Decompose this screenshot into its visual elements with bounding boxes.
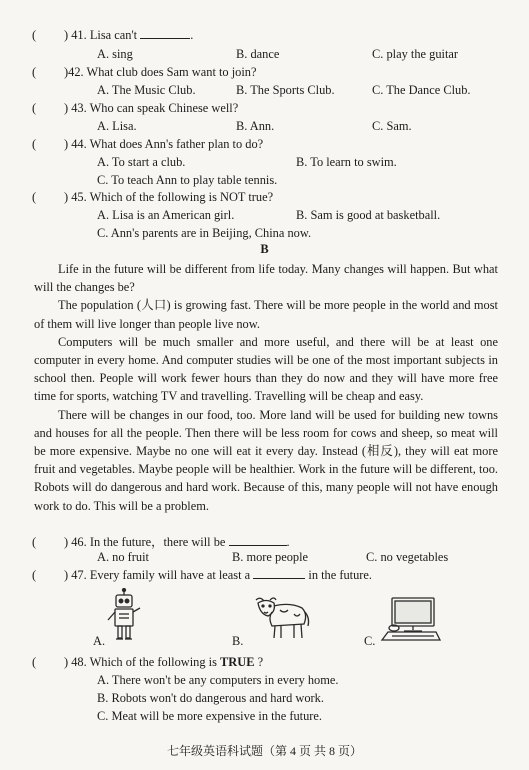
option-a[interactable]: A. Lisa. [97,119,137,133]
question-41 [32,28,193,43]
option-b-label[interactable]: B. [232,634,244,648]
option-c[interactable]: C. no vegetables [366,550,449,564]
question-number: ) 45. [64,190,87,204]
option-c[interactable]: C. Meat will be more expensive in the future. [97,709,323,723]
answer-paren[interactable]: ( [32,28,37,42]
question-number: ) 46. [64,535,87,549]
question-end: . [190,28,194,42]
option-a[interactable]: A. The Music Club. [97,83,196,97]
option-b[interactable]: B. dance [236,47,280,61]
option-c[interactable]: C. The Dance Club. [372,83,471,97]
question-stem: Who can speak Chinese well? [89,101,239,115]
answer-paren[interactable]: ( [32,535,37,549]
passage-paragraph: Life in the future will be different from life today. Many changes will happen. But what will the changes be? [34,262,498,295]
section-heading: B [260,242,269,256]
answer-paren[interactable]: ( [32,655,37,669]
passage-paragraph: The population (人口) is growing fast. There will be more people in the world and most of them will live longer than people live now. [34,298,498,331]
question-number: ) 41. [64,28,87,42]
question-number: ) 48. [64,655,87,669]
cow-icon[interactable] [250,594,312,644]
option-b[interactable]: B. Robots won't do dangerous and hard work. [97,691,324,705]
question-45 [32,190,273,205]
option-b[interactable]: B. The Sports Club. [236,83,335,97]
question-number: ) 43. [64,101,87,115]
answer-paren[interactable]: ( [32,65,37,79]
option-a-label[interactable]: A. [93,634,106,648]
answer-paren[interactable]: ( [32,101,37,115]
answer-paren[interactable]: ( [32,190,37,204]
computer-icon[interactable] [378,594,444,644]
answer-paren[interactable]: ( [32,568,37,582]
question-number: )42. [64,65,84,79]
passage-paragraph: Computers will be much smaller and more useful, and there will be at least one computer in every home. And computer studies will be one of the most important subjects in school then. People will work fewer hours than they do now and they will have more free time for sports, watching TV and travelling. Travelling will be cheap and easy. [34,334,498,404]
question-stem: Which of the following is NOT true? [89,190,274,204]
answer-blank[interactable] [229,535,287,546]
question-number: ) 47. [64,568,87,582]
question-number: ) 44. [64,137,87,151]
option-b[interactable]: B. Ann. [236,119,275,133]
question-46 [32,532,290,550]
question-stem: In the future，there will be [89,535,226,549]
question-42 [32,65,257,80]
question-47 [32,568,372,583]
option-c-label[interactable]: C. [364,634,376,648]
passage-paragraph: There will be changes in our food, too. More land will be used for building new towns and houses for all the people. Then there will be less room for cows and sheep, so meat will be more expensive. Maybe no one will eat it every day. Instead (相反), they will eat more fruit and vegetables. Maybe people will be healthier. Work in the future will be different, too. Robots will do dangerous and hard work. Because of this, many people will not have enough work to do. This will be a problem. [34,407,498,513]
option-a[interactable]: A. Lisa is an American girl. [97,208,235,222]
question-stem: Lisa can't [89,28,138,42]
answer-paren[interactable]: ( [32,137,37,151]
page-footer: 七年级英语科试题（第 4 页 共 8 页） [166,744,362,758]
option-a[interactable]: A. sing [97,47,133,61]
question-end: . [286,535,290,549]
option-c[interactable]: C. Sam. [372,119,412,133]
option-b[interactable]: B. To learn to swim. [296,155,397,169]
option-c[interactable]: C. Ann's parents are in Beijing, China now. [97,226,312,240]
option-c[interactable]: C. play the guitar [372,47,459,61]
question-48 [32,655,263,670]
option-a[interactable]: A. no fruit [97,550,149,564]
question-end: ? [257,655,264,669]
question-stem: What does Ann's father plan to do? [89,137,264,151]
question-stem-emphasis: TRUE [220,655,255,669]
robot-icon[interactable] [106,588,142,644]
option-a[interactable]: A. To start a club. [97,155,186,169]
option-c[interactable]: C. To teach Ann to play table tennis. [97,173,278,187]
question-stem: What club does Sam want to join? [86,65,257,79]
question-end: in the future. [308,568,373,582]
option-a[interactable]: A. There won't be any computers in every home. [97,673,339,687]
question-stem: Which of the following is [89,655,217,669]
reading-passage [34,260,498,515]
answer-blank[interactable] [140,28,190,39]
answer-blank[interactable] [253,568,305,579]
option-b[interactable]: B. more people [232,550,309,564]
question-43 [32,101,238,116]
question-44 [32,137,263,152]
option-b[interactable]: B. Sam is good at basketball. [296,208,441,222]
question-stem: Every family will have at least a [89,568,251,582]
